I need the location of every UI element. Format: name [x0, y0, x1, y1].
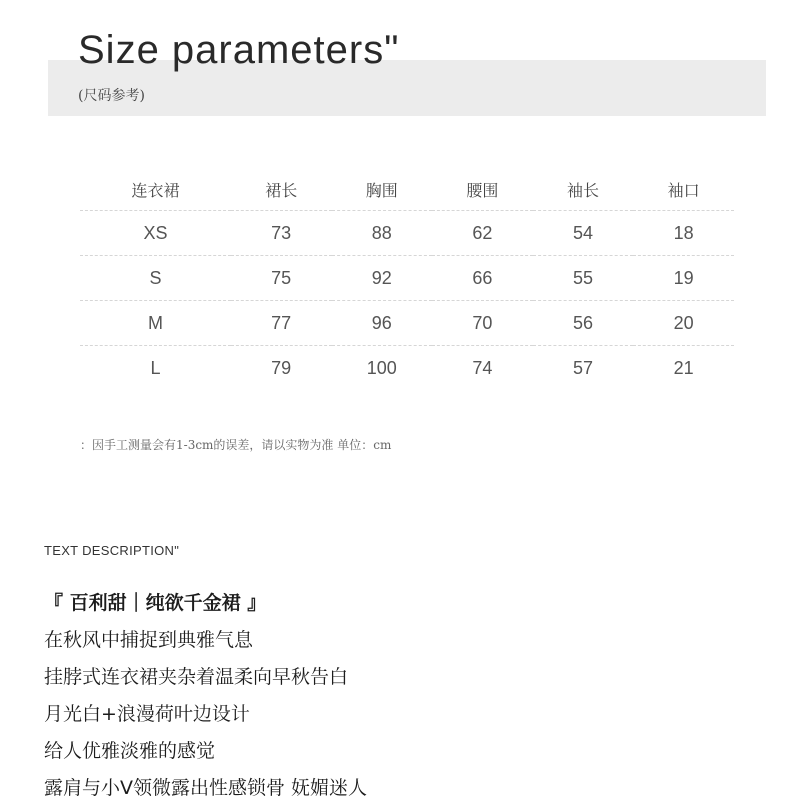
size-subtitle: (尺码参考) — [78, 88, 145, 104]
description-text — [44, 588, 764, 810]
description-line: 月光白+浪漫荷叶边设计 — [44, 703, 250, 725]
table-cell: 77 — [231, 301, 332, 346]
table-cell: 21 — [673, 357, 694, 378]
description-line: 给人优雅淡雅的感觉 — [44, 740, 216, 762]
table-cell: 57 — [573, 357, 594, 378]
table-cell: 73 — [231, 211, 332, 256]
table-cell: 56 — [533, 301, 634, 346]
table-cell: 66 — [432, 256, 533, 301]
column-header: 裙长 — [231, 168, 332, 211]
column-header: 连衣裙 — [80, 168, 231, 211]
table-row — [80, 211, 734, 256]
table-row — [80, 256, 734, 301]
table-cell: 20 — [633, 301, 734, 346]
column-header: 袖长 — [533, 168, 634, 211]
column-header: 腰围 — [432, 168, 533, 211]
table-cell: 92 — [332, 256, 433, 301]
table-cell: 18 — [633, 211, 734, 256]
table-header-row — [80, 168, 734, 211]
column-header: 袖口 — [633, 168, 734, 211]
table-cell: 55 — [533, 256, 634, 301]
table-cell: 79 — [271, 357, 292, 378]
table-cell: 62 — [432, 211, 533, 256]
table-cell: 70 — [432, 301, 533, 346]
table-cell: L — [150, 357, 161, 378]
column-header: 胸围 — [332, 168, 433, 211]
table-cell: 74 — [472, 357, 493, 378]
size-title: Size parameters" — [78, 28, 400, 72]
table-row — [80, 346, 734, 391]
table-cell: M — [80, 301, 231, 346]
description-line: 挂脖式连衣裙夹杂着温柔向早秋告白 — [44, 666, 349, 688]
measurement-note: ：因手工测量会有1-3cm的误差，请以实物为准 单位：cm — [80, 438, 392, 452]
table-cell: XS — [80, 211, 231, 256]
description-tagline: 『 百利甜｜纯欲千金裙 』 — [44, 592, 267, 614]
table-cell: 54 — [533, 211, 634, 256]
description-line: 在秋风中捕捉到典雅气息 — [44, 629, 254, 651]
table-cell: 100 — [366, 357, 397, 378]
description-line: 露肩与小V领微露出性感锁骨 妩媚迷人 — [44, 777, 368, 799]
table-cell: 19 — [633, 256, 734, 301]
table-cell: 75 — [231, 256, 332, 301]
table-cell: S — [80, 256, 231, 301]
description-heading: TEXT DESCRIPTION" — [44, 543, 180, 558]
table-cell: 88 — [332, 211, 433, 256]
size-table — [80, 168, 734, 390]
table-cell: 96 — [332, 301, 433, 346]
table-row — [80, 301, 734, 346]
